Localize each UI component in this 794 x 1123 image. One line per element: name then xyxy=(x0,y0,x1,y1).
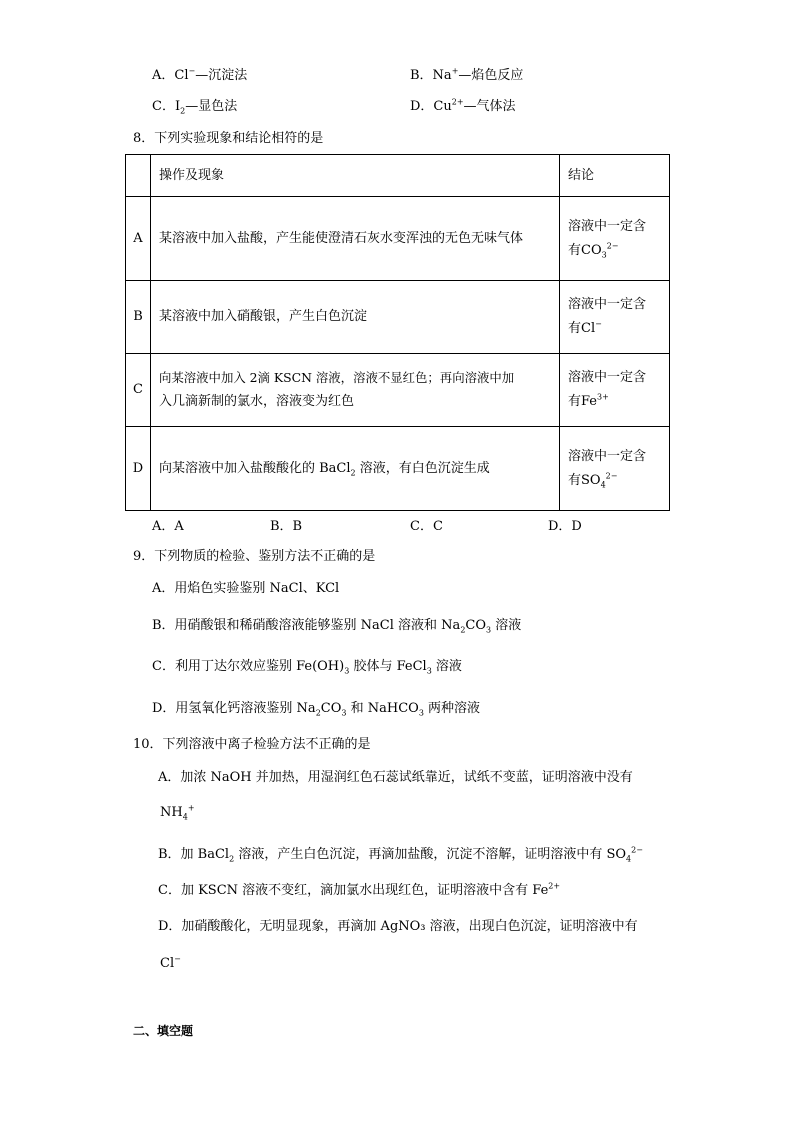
q10-choice-d-line1: D．加硝酸酸化，无明显现象，再滴加 AgNO₃ 溶液，出现白色沉淀，证明溶液中有 xyxy=(158,919,638,934)
q7-choice-a: A．Cl−—沉淀法 xyxy=(152,66,248,83)
q7-choice-b: B．Na+—焰色反应 xyxy=(410,66,524,83)
row-conclusion: 溶液中一定含 有$CO_3^{2-}$ xyxy=(560,197,670,281)
q8-choice-b: B．B xyxy=(270,519,303,534)
table-row xyxy=(126,427,670,511)
q8-choice-d: D．D xyxy=(548,519,582,534)
row-operation: 向某溶液中加入 2滴 KSCN 溶液，溶液不显红色；再向溶液中加 入几滴新制的氯水，溶液变为红色 xyxy=(151,354,560,427)
row-conclusion: 溶液中一定含 有Cl− xyxy=(560,281,670,354)
q10-choice-d-line2: Cl− xyxy=(160,954,181,971)
table-row xyxy=(126,281,670,354)
table-header-row xyxy=(126,155,670,197)
row-label: D xyxy=(126,427,151,511)
q7-choice-c: C．$I_2—$显色法 xyxy=(152,99,238,116)
header-operation: 操作及现象 xyxy=(151,155,560,197)
q10-choice-b: B．加 BaCl$_2$ 溶液，产生白色沉淀，再滴加盐酸，沉淀不溶解，证明溶液中有 $SO_4^{2-}$ xyxy=(158,845,643,864)
q10-stem: 10．下列溶液中离子检验方法不正确的是 xyxy=(133,737,371,752)
table-row xyxy=(126,197,670,281)
q10-choice-c: C．加 KSCN 溶液不变红，滴加氯水出现红色，证明溶液中含有 $Fe^{2+}$ xyxy=(158,881,561,898)
q8-choice-c: C．C xyxy=(410,519,443,534)
row-operation: 某溶液中加入盐酸，产生能使澄清石灰水变浑浊的无色无味气体 xyxy=(151,197,560,281)
row-conclusion: 溶液中一定含 有$Fe^{3+}$ xyxy=(560,354,670,427)
q8-stem: 8．下列实验现象和结论相符的是 xyxy=(133,131,324,146)
row-operation: 向某溶液中加入盐酸酸化的 BaCl$_2$ 溶液，有白色沉淀生成 xyxy=(151,427,560,511)
table-row xyxy=(126,354,670,427)
row-operation: 某溶液中加入硝酸银，产生白色沉淀 xyxy=(151,281,560,354)
header-blank-cell xyxy=(126,155,151,197)
row-label: C xyxy=(126,354,151,427)
q9-choice-b: B．用硝酸银和稀硝酸溶液能够鉴别 NaCl 溶液和 $Na_2CO_3$ 溶液 xyxy=(152,618,522,635)
q9-stem: 9．下列物质的检验、鉴别方法不正确的是 xyxy=(133,549,376,564)
q10-choice-a-line2: $NH_4^+$ xyxy=(160,803,195,822)
row-conclusion: 溶液中一定含 有$SO_4^{2-}$ xyxy=(560,427,670,511)
q7-choice-d: D．$Cu^{2+}—$气体法 xyxy=(410,97,516,114)
q8-choice-a: A．A xyxy=(152,519,184,534)
q8-table xyxy=(125,154,670,511)
q9-choice-a: A．用焰色实验鉴别 NaCl、KCl xyxy=(152,581,340,596)
section-heading: 二、填空题 xyxy=(133,1024,194,1038)
q9-choice-d: D．用氢氧化钙溶液鉴别 $Na_2CO_3$ 和 NaHCO$_3$ 两种溶液 xyxy=(152,701,481,718)
q10-choice-a-line1: A．加浓 NaOH 并加热，用湿润红色石蕊试纸靠近，试纸不变蓝，证明溶液中没有 xyxy=(158,770,633,785)
q9-choice-c: C．利用丁达尔效应鉴别 $Fe(OH)_3$ 胶体与 FeCl$_3$ 溶液 xyxy=(152,659,462,676)
header-conclusion: 结论 xyxy=(560,155,670,197)
row-label: A xyxy=(126,197,151,281)
row-label: B xyxy=(126,281,151,354)
